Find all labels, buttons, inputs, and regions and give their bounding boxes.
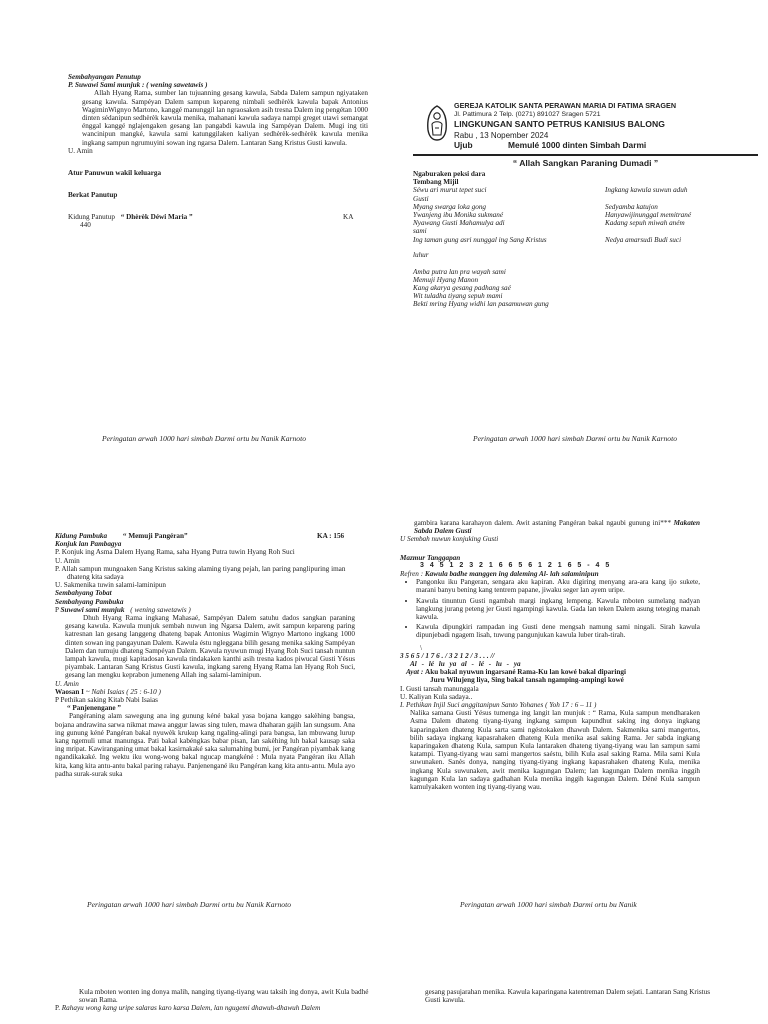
opening-prayer-invitation — [55, 606, 355, 614]
gospel-source: I. Pethikan Injil Suci anggitanipun Santo Yohanes ( Yoh 17 : 6 – 11 ) — [400, 701, 597, 710]
first-reading-source: P Pethikan saking Kitab Nabi Isaias — [55, 696, 158, 705]
stanza-1-left — [413, 186, 598, 243]
reading-continuation — [400, 519, 700, 535]
gospel-text: Nalika samana Gusti Yésus tumenga ing langit lan munjuk : “ Rama, Kula sampun mendharaken Asma Dalem dhateng tiyang-tiyang ingkang sampun kapundhut saking ing donya ingkang kaparingaken dhateng Kula sarta sami ngéstokaken dhawuh Dalem. Sakmenika sami mangertos, bilih sadaya ingkang kapasrahaken dhateng Kula menika asal saking Rama. Jer sabda ingkang kaparingaken dhateng Kula, sampun Kula lantaraken dhateng tiyang-tiyang wau lan sampun sami katampi. Tiyang-tiyang wau sami mangertos saéstu, bilih Kula asal saking Rama. Mila sami Kula suwunaken. Sanès donya, nanging tiyang-tiyang ingkang kapasrahaken dhateng Kula, menika ingkang Kula suwunaken, awit menika kagungan Dalem; lan kagungan Dalem menika inggih kagungan Kula lan sadaya gadhahan Kula menika inggih kagungan Dalem. Déné Kula sampun kamulyakaken wonten ing tiyang-tiyang wau. — [410, 709, 700, 792]
lyric-line: Nedya amarsudi Budi suci — [605, 235, 682, 244]
church-name: GEREJA KATOLIK SANTA PERAWAN MARIA DI FATIMA SRAGEN — [454, 101, 677, 110]
letterhead-divider — [413, 154, 758, 156]
prayer-intention — [55, 1004, 375, 1012]
silence-note: ( wening sawetawis ) — [130, 605, 191, 614]
gospel-greeting-response: U. Kaliyan Kula sadaya.. — [400, 692, 473, 701]
refrain-label: Refren : — [400, 570, 425, 579]
lyric-line: Ywanjeng ibu Monika sukmané — [413, 211, 504, 220]
virgin-mary-logo-icon — [424, 104, 450, 142]
lyric-line: Wit tuladha tiyang sepuh mami — [413, 292, 503, 301]
closing-hymn-number: 440 — [80, 221, 91, 230]
first-reading-title: “ Panjenengane ” — [67, 704, 121, 713]
church-letterhead — [420, 100, 725, 152]
footer-text: Peringatan arwah 1000 hari simbah Darmi ortu bu Nanik Karnoto — [87, 900, 291, 909]
invitation-text: Suwawi sami munjuk — [60, 605, 125, 614]
page-bottom-right — [425, 988, 725, 1004]
closing-hymn-title: “ Dhèrèk Déwi Maria ” — [120, 213, 193, 222]
closing-prayer-invitation: P. Suwawi Sami munjuk : ( wening sawetawis ) — [68, 81, 208, 90]
opening-hymn-line — [55, 532, 355, 540]
verse-label: Ayat : — [406, 668, 426, 677]
gospel-greeting: I. Gusti tansah manunggala — [400, 684, 479, 693]
priest-marker: P — [55, 605, 61, 614]
opening-hymn-number: KA : 156 — [317, 532, 345, 540]
event-date: Rabu , 13 Nopember 2024 — [454, 131, 549, 140]
ujub-value: Memulé 1000 dinten Simbah Darmi — [508, 140, 647, 150]
closing-prayer-title: Sembahyangan Penutup — [68, 73, 141, 81]
church-address: Jl. Pattimura 2 Telp. (0271) 891027 Sragen 5721 — [454, 111, 601, 118]
first-reading-heading — [55, 688, 355, 696]
dove-release-heading: Ngaburaken peksi dara — [413, 170, 486, 178]
psalm-gospel-section — [400, 519, 700, 791]
prayer-continuation: gesang pasujarahan menika. Kawula kaparingana katentreman Dalem sejati. Lantaran Sang Kristus Gusti kawula. — [425, 988, 710, 1005]
footer-text: Peringatan arwah 1000 hari simbah Darmi ortu bu Nanik Karnoto — [102, 434, 306, 443]
lyric-line: Séwu ari murut tepet suci — [413, 186, 487, 195]
celebration-theme: “ Allah Sangkan Paraning Dumadi ” — [512, 158, 659, 168]
alleluia-notation: 3 5 6 5 / 1 7 6 . / 3 2 1 2 / 3 . . . // — [400, 651, 495, 660]
opening-prayer-text: Dhuh Hyang Rama ingkang Mahasaé, Sampéyan Dalem satuhu dados sangkan paraning gesang kawula. Kawula munjuk sembah nuwun ing Ngarsa Dalem, awit sampun kepareng paring katresnan lan gesang langgeng dhateng bapak Antonius Wagimin Wignyo Martono ingkang 1000 dinten sowan ing pangayunan Dalem. Kawula éstu ngleggana bilih gesang menika saking Sampéyan Dalem dan tumuju dhateng Sampéyan Dalem. Kawula nyuwun mugi Hyang Roh Suci tansah nuntun lampah kawula, mugi kapitadosan kawula tindakaken kanthi asih tresna kados piwucal Gusti Yésus piyambak. Lantaran Sang Kristus Gusti kawula, ingkang sareng Hyang Rama lan Hyang Roh Suci, gesang lan mengku keprabon jumeneng Allah ing salami-laminipun. — [65, 614, 355, 680]
lyric-line: Myang swarga loka gong — [413, 202, 487, 211]
closing-hymn-book: KA — [343, 213, 354, 222]
acclamation-verse-1 — [400, 668, 700, 676]
lyric-line: Ingkang kawula suwun aduh — [605, 186, 688, 195]
closing-hymn-line — [68, 213, 368, 221]
refrain-text: Kawula badhe manggen ing daleming Al- lah salaminipun — [424, 570, 599, 579]
greeting-heading: Konjuk lan Pambagya — [55, 540, 122, 549]
lyric-line: Hanyawijinunggal memitrané — [605, 211, 692, 219]
opening-hymn-label: Kidung Pambuka — [55, 532, 108, 540]
ujub-label: Ujub — [454, 140, 473, 150]
lyric-line: Gusti — [413, 194, 429, 203]
opening-section — [55, 532, 355, 778]
reading-label: Waosan I — [55, 687, 84, 696]
lyric-line: Amba putra lan pra wayah sami — [413, 267, 506, 276]
lingkungan-name: LINGKUNGAN SANTO PETRUS KANISIUS BALONG — [454, 119, 665, 129]
psalm-heading: Mazmur Tanggapan — [400, 553, 461, 562]
psalm-verse: • Kawula tinuntun Gusti ngambah margi ingkang lempeng. Kawula mboten sumelang nadyan langkung jurang peteng jer Gusti ngampingi kawula. Gada lan teken Dalem asung teteging manah kawula. — [416, 597, 700, 622]
lyric-line: Memuji Hyang Manon — [413, 275, 479, 284]
notation-mark: \ — [420, 643, 422, 652]
lyric-line: Bekti mring Hyang widhi lan pasamuwan gung — [413, 300, 549, 309]
opening-hymn-title: “ Memuji Pangéran” — [122, 532, 188, 540]
closing-hymn-label: Kidung Panutup — [68, 213, 115, 222]
closing-amen: U. Amin — [68, 146, 93, 155]
reading-cont-text: gambira karana karahayon dalem. Awit astaning Pangéran bakal ngaubi gunung ini*** — [414, 519, 674, 527]
psalm-verse: • Pangonku iku Pangeran, sengara aku kapiran. Aku digiring menyang ara-ara kang ijo sukete, marani banyu bening kang tentrem papane, jiwaku seger lan ayem uripe. — [416, 578, 700, 594]
verse-text: Aku bakal nyuwun ingarsané Rama-Ku lan kowé bakal diparingi — [425, 668, 626, 677]
lyric-line: Kang akarya gesang padhang saé — [413, 284, 511, 293]
opening-prayer-heading: Sembahyang Pambuka — [55, 597, 124, 606]
stanza-1-right — [605, 186, 735, 243]
footer-middle-right: Peringatan arwah 1000 hari simbah Darmi ortu bu Nanik — [460, 900, 637, 909]
refrain-notation: 3 4 5 1 2 3 2 1 6 6 5 6 1 2 1 6 5 - 4 5 — [420, 561, 612, 569]
lyric-line: Kadang sepuh miwah aném — [605, 219, 685, 228]
penitential-heading: Sembahyang Tobat — [55, 589, 112, 598]
tembang-stanza-1 — [413, 186, 733, 244]
reading-reference: ~ Nabi Isaias ( 25 : 6-10 ) — [83, 687, 161, 696]
first-reading-text: Pangéraning alam sawegung ana ing gunung kéné bakal yasa bojana kanggo sakèhing bangsa, bojana andrawina sarwa nikmat mawa anggur lawas sing tulen, mawa dhaharan gajih lan sungsum. Ana ing gunung kéné Pangéran bakal nyuwèk krukup kang ngaling-alingi para bangsa, lan mbuwang lurup kang ngemuli umat manungsa. Pati bakal kabéngkas babar pisan, Ian sakèhing luh bakal kausap saka ing mripat. Kawiranganing umat bakal kasirnakaké saka salumahing bumi, jer Pangéran piyambak kang ngandikakaké. Ing wektu iku wong-wong bakal ngucap mangkéné : Mula nyata Pangéran iku Allah kita, kang kita antu-antu bakal paring rahayu. Panjenengané iku Pangéran kang kita antu-antu. Mula ayo padha surak-surak suka — [55, 712, 355, 778]
priest-marker: P. — [55, 1004, 62, 1013]
footer-top-right: Peringatan arwah 1000 hari simbah Darmi ortu bu Nanik Karnoto — [473, 434, 677, 443]
tembang-mijil-heading: Tembang Mijil — [413, 178, 459, 187]
lyric-line: sami — [413, 227, 427, 236]
closing-blessing-heading: Berkat Panutup — [68, 191, 118, 200]
acclamation-verse-2: Juru Wilujeng liya, Sing bakal tansah ngamping-ampingi kowé — [430, 676, 624, 685]
greeting-response-2: U. Sakmenika tuwin salami-laminipun — [55, 581, 166, 590]
lyric-line: Ing taman gung asri nunggal ing Sang Kristus — [413, 235, 547, 244]
greeting-priest-2: P. Allah sampun mungoaken Sang Kristus saking alaming tiyang pejah, lan paring panglipuring iman dhateng kita sadaya — [55, 564, 346, 581]
psalm-verses — [400, 578, 700, 639]
lyric-line: Sedyamba katujon — [605, 202, 658, 211]
dove-release-section — [413, 170, 733, 309]
refrain-line — [400, 570, 700, 578]
lyric-line: Nyawang Gusti Mahamulya adi — [413, 219, 505, 228]
greeting-response-1: U. Amin — [55, 556, 80, 565]
tembang-stanza-2 — [413, 268, 733, 309]
greeting-priest-1: P. Konjuk ing Asma Dalem Hyang Rama, saha Hyang Putra tuwin Hyang Roh Suci — [55, 548, 295, 557]
gospel-continuation: Kula mboten wonten ing donya malih, nanging tiyang-tiyang wau taksih ing donya, awit Kula badhé sowan Rama. — [79, 988, 369, 1005]
page-bottom-left — [55, 988, 375, 1013]
reading-response: U Sembah nuwun konjuking Gusti — [400, 535, 499, 544]
closing-prayer-text: Allah Hyang Rama, sumber lan tujuanning gesang kawula, Sabda Dalem sampun ngiyataken gesang kawula. Sampéyan Dalem sampun kepareng nimbali sedhèrèk kawula bapak Antonius WagiminWignyo Martono, kanggé manunggil lan ngraosaken asih tresna Dalem ing pengétan 1000 dinten sédanipun sedhèrèk kawula menika, mahanani kawula sadaya nampi greget utawi semangat énggal kanggé nglajengaken gesang lan pangabdi kawula ing Sampéyan Dalem. Mugi ing titi wancinipun mangké, kawula sami katunggilaken kaliyan sedhèrèk-sedhèrèk kawula menika ingkang sampun ngrumuyini sowan ing ngarsa Dalem. Lantaran Sang Kristus Gusti kawula. — [82, 89, 368, 147]
psalm-verse: • Kawula dipungkiri rampadan ing Gusti dene mengsah namung sami ningali. Sirah kawula dipunjebadi ngagem lisah, tuwung pangunjukan kawula luber tirah-tirah. — [416, 623, 700, 639]
word-of-god: Makaten Sabda Dalem Gusti — [414, 519, 700, 536]
footer-top-left — [68, 435, 368, 443]
lyric-luhur: luhur — [413, 251, 429, 260]
footer-middle-left — [55, 901, 355, 909]
intention-text: Rahayu wong kang uripe salaras karo karsa Dalem, lan ngugemi dhawuh-dhawuh Dalem — [61, 1004, 321, 1013]
family-thanks-heading: Atur Panuwun wakil keluarga — [68, 169, 162, 178]
alleluia-syllables: Al - lé lu ya al - lé - lu - ya — [410, 660, 521, 669]
opening-amen: U. Amin — [55, 679, 79, 688]
closing-prayer-section — [68, 73, 368, 230]
